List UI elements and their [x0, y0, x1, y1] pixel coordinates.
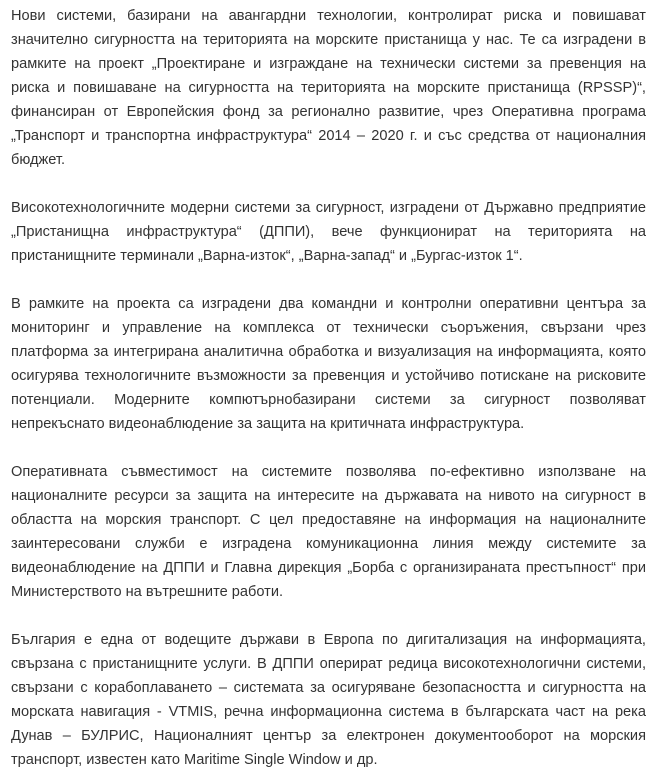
paragraph-security-systems: Високотехнологичните модерни системи за сигурност, изградени от Държавно предприятие „Пристанищна инфраструктура“ (ДППИ), вече функционират на територията на пристанищните терминали „Варна-изток“, „Варна-запад“ и „Бургас-изток 1“. [11, 200, 646, 264]
paragraph-interoperability: Оперативната съвместимост на системите позволява по-ефективно използване на националните ресурси за защита на интересите на държавата на нивото на сигурност в областта на морския транспорт. С цел предоставяне на информация на националните заинтересовани служби е изградена комуникационна линия между системите за видеонаблюдение на ДППИ и Главна дирекция „Борба с организираната престъпност“ при Министерството на вътрешните работи. [11, 464, 646, 600]
paragraph-new-systems: Нови системи, базирани на авангардни технологии, контролират риска и повишават значително сигурността на територията на морските пристанища у нас. Те са изградени в рамките на проект „Проектиране и изграждане на технически системи за превенция на риска и повишаване на сигурността на територията на морските пристанища (RPSSP)“, финансиран от Европейския фонд за регионално развитие, чрез Оперативна програма „Транспорт и транспортна инфраструктура“ 2014 – 2020 г. и със средства от националния бюджет. [11, 8, 646, 168]
paragraph-control-centers: В рамките на проекта са изградени два командни и контролни оперативни центъра за мониторинг и управление на комплекса от технически съоръжения, свързани чрез платформа за интегрирана аналитична обработка и визуализация на информацията, която осигурява технологичните възможности за превенция и устойчиво потискане на рисковите потенциали. Модерните компютърнобазирани системи за сигурност позволяват непрекъснато видеонаблюдение за защита на критичната инфраструктура. [11, 296, 646, 432]
paragraph-digitalization: България е една от водещите държави в Европа по дигитализация на информацията, свързана с пристанищните услуги. В ДППИ оперират редица високотехнологични системи, свързани с корабоплаването – системата за осигуряване безопасността и сигурността на морската навигация - VTMIS, речна информационна система в българската част на река Дунав – БУЛРИС, Националният център за електронен документооборот на морския транспорт, известен като Maritime Single Window и др. [11, 632, 646, 768]
